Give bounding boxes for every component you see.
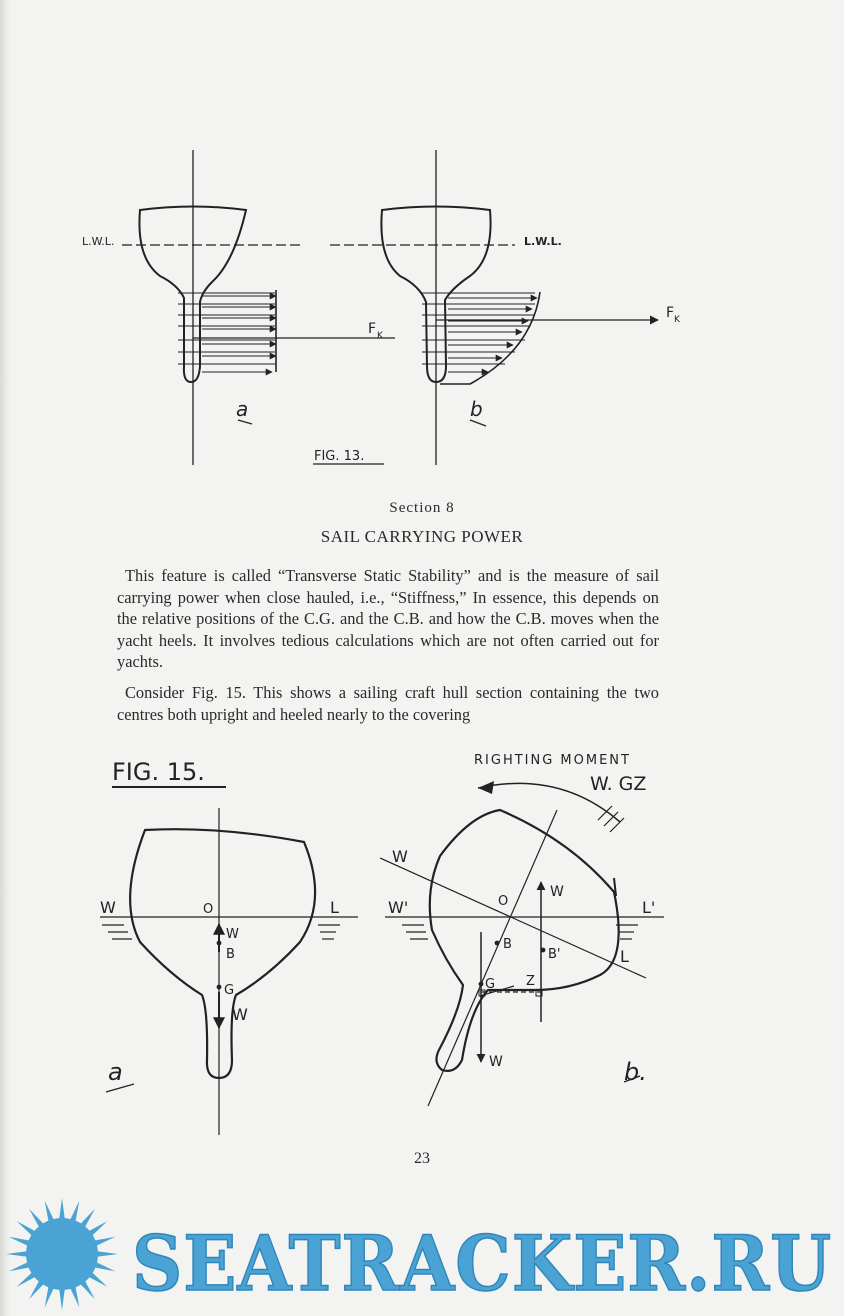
label-15a-B: B xyxy=(226,947,235,962)
label-15a-O: O xyxy=(203,902,214,917)
sun-ray xyxy=(59,1198,65,1220)
page-number: 23 xyxy=(414,1150,430,1167)
force-label-b: F xyxy=(666,305,675,321)
label-15b-L: L xyxy=(620,947,629,966)
force-sub-a: K xyxy=(377,331,383,341)
label-15b-B: B xyxy=(503,937,512,952)
label-b: b xyxy=(470,397,483,421)
label-15b-O: O xyxy=(498,894,509,909)
label-15a-weight-down: W xyxy=(232,1005,248,1024)
force-sub-b: K xyxy=(674,315,680,325)
sun-ray xyxy=(93,1262,115,1272)
sun-ray xyxy=(70,1201,80,1223)
wave-marks-b xyxy=(402,925,638,939)
hull-15a xyxy=(130,829,315,1078)
label-15a: a xyxy=(108,1058,123,1086)
paragraph-1: This feature is called “Transverse Static Stability” and is the measure of sail carrying power when close hauled, i.e., “Stiffness,” In essence, this depends on the relative positions of the C.G. and the C.B. and how the C.B. moves when the yacht heels. It involves tedious calculations which are not often carried out for yachts. xyxy=(117,566,659,671)
label-15a-L: L xyxy=(330,898,339,917)
sun-ray xyxy=(45,1285,55,1307)
watermark-text: SEATRACKER.RU xyxy=(132,1219,832,1308)
label-15b-W: W xyxy=(392,847,408,866)
label-15b-B1: B' xyxy=(548,947,561,962)
label-15b-weight-up: W xyxy=(550,884,564,900)
label-15a-G: G xyxy=(224,983,235,998)
label-15a-weight-up: W xyxy=(226,927,239,942)
hull-15b xyxy=(430,810,619,1071)
sun-ray xyxy=(29,1280,44,1300)
righting-moment-formula: W. GZ xyxy=(590,773,647,795)
sun-ray xyxy=(6,1251,28,1257)
lwl-label-right: L.W.L. xyxy=(524,235,562,248)
label-15b-W1: W' xyxy=(388,898,409,917)
sun-ray xyxy=(45,1201,55,1223)
sun-ray xyxy=(93,1237,115,1247)
label-15b-Z: Z xyxy=(526,974,535,989)
sun-ray xyxy=(29,1209,44,1229)
label-15a-W: W xyxy=(100,898,116,917)
section-number: Section 8 xyxy=(389,500,455,516)
righting-moment-title: RIGHTING MOMENT xyxy=(474,753,631,768)
section-title: SAIL CARRYING POWER xyxy=(320,527,524,546)
label-15b-L1: L' xyxy=(642,898,656,917)
label-15b: b. xyxy=(624,1058,647,1086)
sun-icon xyxy=(6,1198,118,1310)
force-label-a: F xyxy=(368,321,377,337)
figure-15-caption: FIG. 15. xyxy=(112,758,205,786)
heeled-waterline xyxy=(380,858,646,978)
paragraph-2: Consider Fig. 15. This shows a sailing craft hull section containing the two centres both upright and heeled nearly to the covering xyxy=(117,683,659,724)
sun-ray xyxy=(70,1285,80,1307)
sun-ray xyxy=(96,1251,118,1257)
sun-ray xyxy=(9,1262,31,1272)
figure-13-caption: FIG. 13. xyxy=(314,449,365,464)
label-15b-G: G xyxy=(485,977,496,992)
watermark xyxy=(0,1190,844,1316)
sun-ray xyxy=(59,1288,65,1310)
sun-ray xyxy=(9,1237,31,1247)
sun-ray xyxy=(88,1272,108,1287)
label-15b-weight-down: W xyxy=(489,1054,503,1070)
lwl-label-left: L.W.L. xyxy=(82,235,115,248)
sun-ray xyxy=(80,1209,95,1229)
sun-ray xyxy=(88,1221,108,1236)
label-a: a xyxy=(236,397,249,421)
sun-ray xyxy=(17,1221,37,1236)
sun-ray xyxy=(80,1280,95,1300)
sun-ray xyxy=(17,1272,37,1287)
